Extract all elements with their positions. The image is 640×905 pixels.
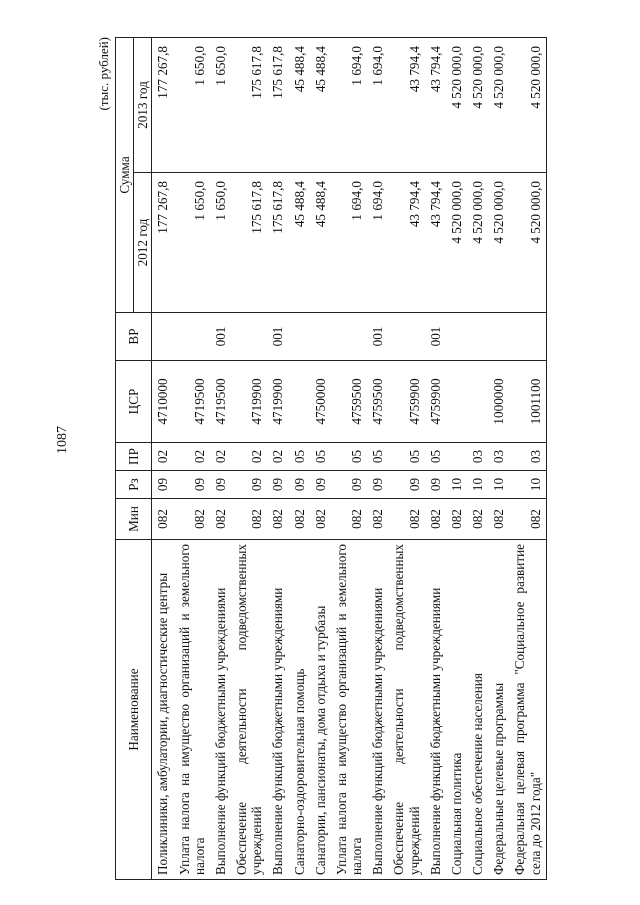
- cell-name: Выполнение функций бюджетными учреждениями: [267, 540, 288, 880]
- cell-vr: 001: [425, 313, 446, 361]
- cell-min: 082: [331, 499, 367, 540]
- cell-rz: 09: [210, 471, 231, 499]
- cell-name: Санатории, пансионаты, дома отдыха и турбазы: [310, 540, 331, 880]
- table-row: [152, 38, 174, 880]
- cell-name: Уплата налога на имущество организаций и земельного налога: [331, 540, 367, 880]
- table-row: [210, 38, 231, 880]
- table-row: [289, 38, 310, 880]
- cell-min: 082: [509, 499, 546, 540]
- cell-vr: [331, 313, 367, 361]
- table-row: [425, 38, 446, 880]
- cell-name: Уплата налога на имущество организаций и земельного налога: [174, 540, 210, 880]
- cell-name: Федеральные целевые программы: [488, 540, 509, 880]
- cell-y2013: 45 488,4: [289, 38, 310, 173]
- cell-min: 082: [467, 499, 488, 540]
- cell-vr: [488, 313, 509, 361]
- table-row: [488, 38, 509, 880]
- cell-y2012: 1 650,0: [174, 173, 210, 313]
- cell-min: 082: [152, 499, 174, 540]
- cell-min: 082: [310, 499, 331, 540]
- cell-csr: 4719500: [174, 361, 210, 443]
- cell-rz: 09: [174, 471, 210, 499]
- page-number: 1087: [55, 426, 70, 454]
- cell-csr: 4719900: [231, 361, 267, 443]
- cell-pr: 02: [210, 443, 231, 471]
- cell-y2012: 177 267,8: [152, 173, 174, 313]
- cell-pr: 02: [152, 443, 174, 471]
- header-row: [116, 38, 134, 880]
- cell-y2013: 45 488,4: [310, 38, 331, 173]
- cell-pr: 02: [267, 443, 288, 471]
- cell-pr: 05: [331, 443, 367, 471]
- header-sum: Сумма: [116, 38, 134, 313]
- cell-vr: [289, 313, 310, 361]
- cell-csr: 4759500: [367, 361, 388, 443]
- cell-y2012: 43 794,4: [425, 173, 446, 313]
- cell-vr: 001: [210, 313, 231, 361]
- header-2012: 2012 год: [134, 173, 152, 313]
- cell-vr: [231, 313, 267, 361]
- table-row: [388, 38, 424, 880]
- cell-min: 082: [210, 499, 231, 540]
- cell-vr: [446, 313, 467, 361]
- cell-vr: [310, 313, 331, 361]
- cell-pr: 05: [289, 443, 310, 471]
- table-row: [174, 38, 210, 880]
- cell-csr: [289, 361, 310, 443]
- table-row: [231, 38, 267, 880]
- header-pr: ПР: [116, 443, 152, 471]
- cell-y2012: 4 520 000,0: [488, 173, 509, 313]
- cell-y2013: 1 650,0: [174, 38, 210, 173]
- cell-min: 082: [488, 499, 509, 540]
- cell-pr: 03: [509, 443, 546, 471]
- cell-y2013: 43 794,4: [425, 38, 446, 173]
- cell-min: 082: [425, 499, 446, 540]
- cell-pr: 05: [425, 443, 446, 471]
- cell-pr: 02: [174, 443, 210, 471]
- cell-y2013: 43 794,4: [388, 38, 424, 173]
- cell-y2013: 4 520 000,0: [488, 38, 509, 173]
- cell-name: Федеральная целевая программа "Социальное развитие села до 2012 года": [509, 540, 546, 880]
- cell-name: Выполнение функций бюджетными учреждениями: [367, 540, 388, 880]
- cell-y2012: 45 488,4: [289, 173, 310, 313]
- cell-y2013: 4 520 000,0: [509, 38, 546, 173]
- cell-min: 082: [388, 499, 424, 540]
- table-row: [467, 38, 488, 880]
- header-2013: 2013 год: [134, 38, 152, 173]
- cell-rz: 09: [310, 471, 331, 499]
- cell-min: 082: [367, 499, 388, 540]
- cell-csr: 1000000: [488, 361, 509, 443]
- cell-rz: 09: [425, 471, 446, 499]
- cell-min: 082: [174, 499, 210, 540]
- units-note: (тыс. рублей): [96, 37, 111, 111]
- cell-rz: 09: [289, 471, 310, 499]
- header-rz: Рз: [116, 471, 152, 499]
- cell-name: Обеспечение деятельности подведомственных учреждений: [231, 540, 267, 880]
- cell-csr: [467, 361, 488, 443]
- cell-vr: [467, 313, 488, 361]
- cell-name: Поликлиники, амбулатории, диагностические центры: [152, 540, 174, 880]
- cell-rz: 09: [231, 471, 267, 499]
- cell-name: Санаторно-оздоровительная помощь: [289, 540, 310, 880]
- cell-csr: 4750000: [310, 361, 331, 443]
- cell-csr: 4759900: [388, 361, 424, 443]
- cell-name: Обеспечение деятельности подведомственных учреждений: [388, 540, 424, 880]
- cell-pr: 03: [488, 443, 509, 471]
- cell-y2012: 45 488,4: [310, 173, 331, 313]
- cell-vr: [174, 313, 210, 361]
- cell-pr: [446, 443, 467, 471]
- cell-vr: [388, 313, 424, 361]
- cell-y2012: 175 617,8: [231, 173, 267, 313]
- cell-y2012: 1 694,0: [331, 173, 367, 313]
- cell-rz: 09: [331, 471, 367, 499]
- cell-min: 082: [289, 499, 310, 540]
- cell-rz: 10: [509, 471, 546, 499]
- cell-name: Выполнение функций бюджетными учреждениями: [425, 540, 446, 880]
- cell-y2013: 175 617,8: [267, 38, 288, 173]
- cell-csr: 1001100: [509, 361, 546, 443]
- header-name: Наименование: [116, 540, 152, 880]
- cell-y2012: 43 794,4: [388, 173, 424, 313]
- cell-y2013: 1 694,0: [331, 38, 367, 173]
- cell-name: Выполнение функций бюджетными учреждениями: [210, 540, 231, 880]
- cell-y2012: 4 520 000,0: [509, 173, 546, 313]
- cell-csr: 4710000: [152, 361, 174, 443]
- cell-y2012: 4 520 000,0: [446, 173, 467, 313]
- cell-y2013: 1 694,0: [367, 38, 388, 173]
- header-min: Мин: [116, 499, 152, 540]
- cell-csr: 4719500: [210, 361, 231, 443]
- cell-vr: [509, 313, 546, 361]
- cell-rz: 09: [152, 471, 174, 499]
- cell-csr: 4759500: [331, 361, 367, 443]
- cell-rz: 10: [467, 471, 488, 499]
- rotated-table-area: [97, 35, 557, 880]
- header-csr: ЦСР: [116, 361, 152, 443]
- cell-csr: 4719900: [267, 361, 288, 443]
- table-row: [267, 38, 288, 880]
- cell-y2013: 4 520 000,0: [446, 38, 467, 173]
- cell-min: 082: [446, 499, 467, 540]
- cell-pr: 02: [231, 443, 267, 471]
- cell-y2012: 1 694,0: [367, 173, 388, 313]
- cell-y2013: 177 267,8: [152, 38, 174, 173]
- cell-y2013: 1 650,0: [210, 38, 231, 173]
- budget-table: [115, 37, 547, 880]
- cell-min: 082: [267, 499, 288, 540]
- cell-name: Социальное обеспечение населения: [467, 540, 488, 880]
- header-vr: ВР: [116, 313, 152, 361]
- cell-pr: 05: [310, 443, 331, 471]
- table-row: [310, 38, 331, 880]
- cell-rz: 10: [488, 471, 509, 499]
- cell-y2013: 4 520 000,0: [467, 38, 488, 173]
- cell-rz: 09: [367, 471, 388, 499]
- cell-min: 082: [231, 499, 267, 540]
- cell-y2012: 4 520 000,0: [467, 173, 488, 313]
- cell-pr: 05: [388, 443, 424, 471]
- cell-rz: 09: [267, 471, 288, 499]
- cell-y2012: 1 650,0: [210, 173, 231, 313]
- cell-y2013: 175 617,8: [231, 38, 267, 173]
- table-row: [367, 38, 388, 880]
- table-body: [152, 38, 546, 880]
- table-row: [331, 38, 367, 880]
- cell-pr: 03: [467, 443, 488, 471]
- cell-csr: 4759900: [425, 361, 446, 443]
- cell-csr: [446, 361, 467, 443]
- cell-rz: 10: [446, 471, 467, 499]
- cell-pr: 05: [367, 443, 388, 471]
- cell-y2012: 175 617,8: [267, 173, 288, 313]
- cell-vr: 001: [367, 313, 388, 361]
- cell-vr: 001: [267, 313, 288, 361]
- cell-vr: [152, 313, 174, 361]
- cell-rz: 09: [388, 471, 424, 499]
- cell-name: Социальная политика: [446, 540, 467, 880]
- table-row: [509, 38, 546, 880]
- table-row: [446, 38, 467, 880]
